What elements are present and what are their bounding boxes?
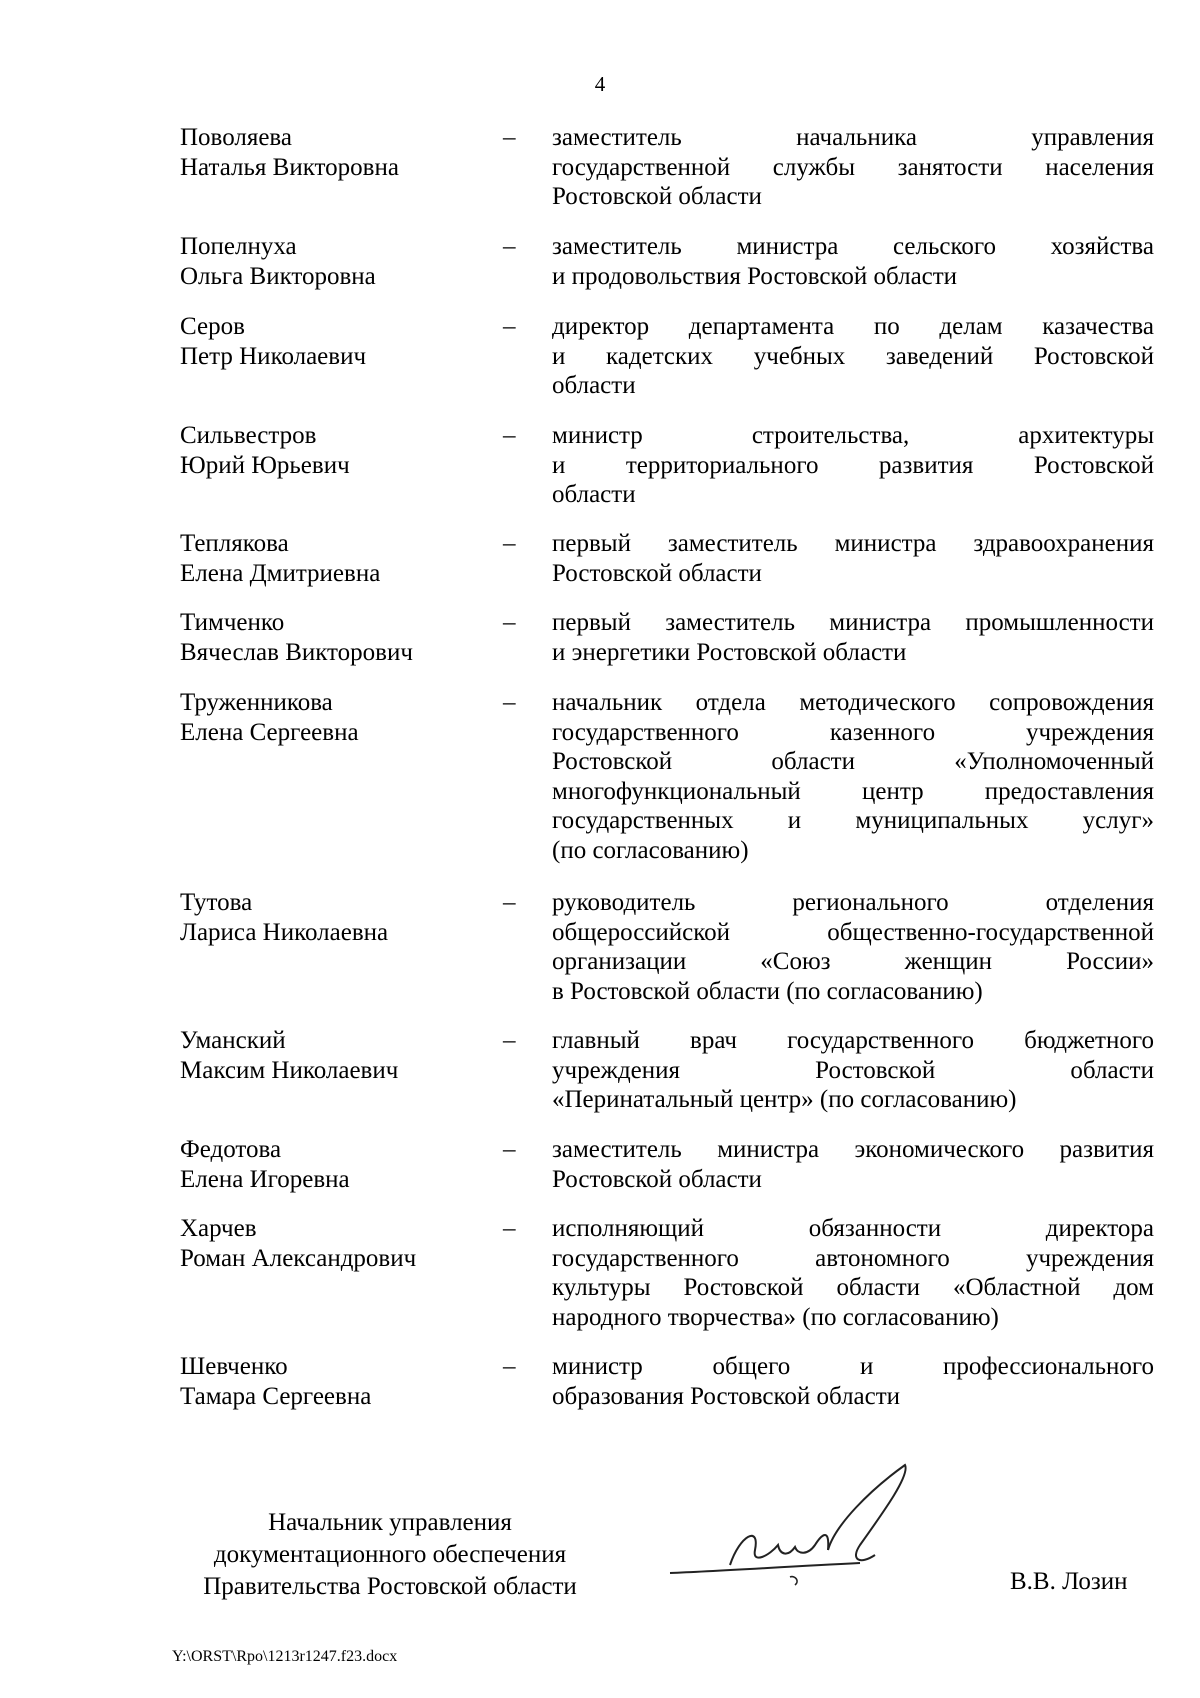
member-role: главный врач государственного бюджетного учреждения Ростовской области «Перинатальный центр» (по согласованию) <box>552 1027 1154 1113</box>
member-name: Шевченко Тамара Сергеевна <box>180 1353 372 1410</box>
member-role: заместитель начальника управления государственной службы занятости населения Ростовской области <box>552 124 1154 210</box>
dash: – <box>503 1215 516 1242</box>
dash: – <box>503 689 516 716</box>
member-role: министр общего и профессионального образования Ростовской области <box>552 1353 1154 1410</box>
member-name: Попелнуха Ольга Викторовна <box>180 233 376 290</box>
signatory-name: В.В. Лозин <box>1010 1568 1128 1595</box>
dash: – <box>503 1136 516 1163</box>
member-name: Серов Петр Николаевич <box>180 313 367 370</box>
dash: – <box>503 1353 516 1380</box>
member-name: Тутова Лариса Николаевна <box>180 889 389 946</box>
member-role: заместитель министра экономического развития Ростовской области <box>552 1136 1154 1193</box>
member-name: Тимченко Вячеслав Викторович <box>180 609 413 666</box>
member-role: руководитель регионального отделения общероссийской общественно-государственной организации «Союз женщин России» в Ростовской области (по согласованию) <box>552 889 1154 1005</box>
signatory-title: Начальник управления документационного обеспечения Правительства Ростовской области <box>203 1509 577 1600</box>
member-role: министр строительства, архитектуры и территориального развития Ростовской области <box>552 422 1154 508</box>
member-name: Поволяева Наталья Викторовна <box>180 124 399 181</box>
member-name: Труженникова Елена Сергеевна <box>180 689 359 746</box>
member-name: Федотова Елена Игоревна <box>180 1136 350 1193</box>
dash: – <box>503 124 516 151</box>
dash: – <box>503 889 516 916</box>
member-name: Уманский Максим Николаевич <box>180 1027 399 1084</box>
member-name: Теплякова Елена Дмитриевна <box>180 530 381 587</box>
member-name: Харчев Роман Александрович <box>180 1215 417 1272</box>
file-path: Y:\ORST\Rpo\1213r1247.f23.docx <box>172 1648 398 1665</box>
member-role: заместитель министра сельского хозяйства и продовольствия Ростовской области <box>552 233 1154 290</box>
dash: – <box>503 313 516 340</box>
dash: – <box>503 233 516 260</box>
member-name: Сильвестров Юрий Юрьевич <box>180 422 350 479</box>
member-role: директор департамента по делам казачества и кадетских учебных заведений Ростовской области <box>552 313 1154 399</box>
dash: – <box>503 1027 516 1054</box>
member-role: начальник отдела методического сопровождения государственного казенного учреждения Ростовской области «Уполномоченный многофункциональный центр предоставления государственных и муниципальных услуг» (по согласованию) <box>552 689 1154 864</box>
page-number: 4 <box>594 72 606 96</box>
dash: – <box>503 422 516 449</box>
member-role: первый заместитель министра промышленности и энергетики Ростовской области <box>552 609 1154 666</box>
handwritten-signature <box>660 1455 960 1595</box>
dash: – <box>503 609 516 636</box>
dash: – <box>503 530 516 557</box>
member-role: первый заместитель министра здравоохранения Ростовской области <box>552 530 1154 587</box>
member-role: исполняющий обязанности директора государственного автономного учреждения культуры Ростовской области «Областной дом народного творчества» (по согласованию) <box>552 1215 1154 1331</box>
